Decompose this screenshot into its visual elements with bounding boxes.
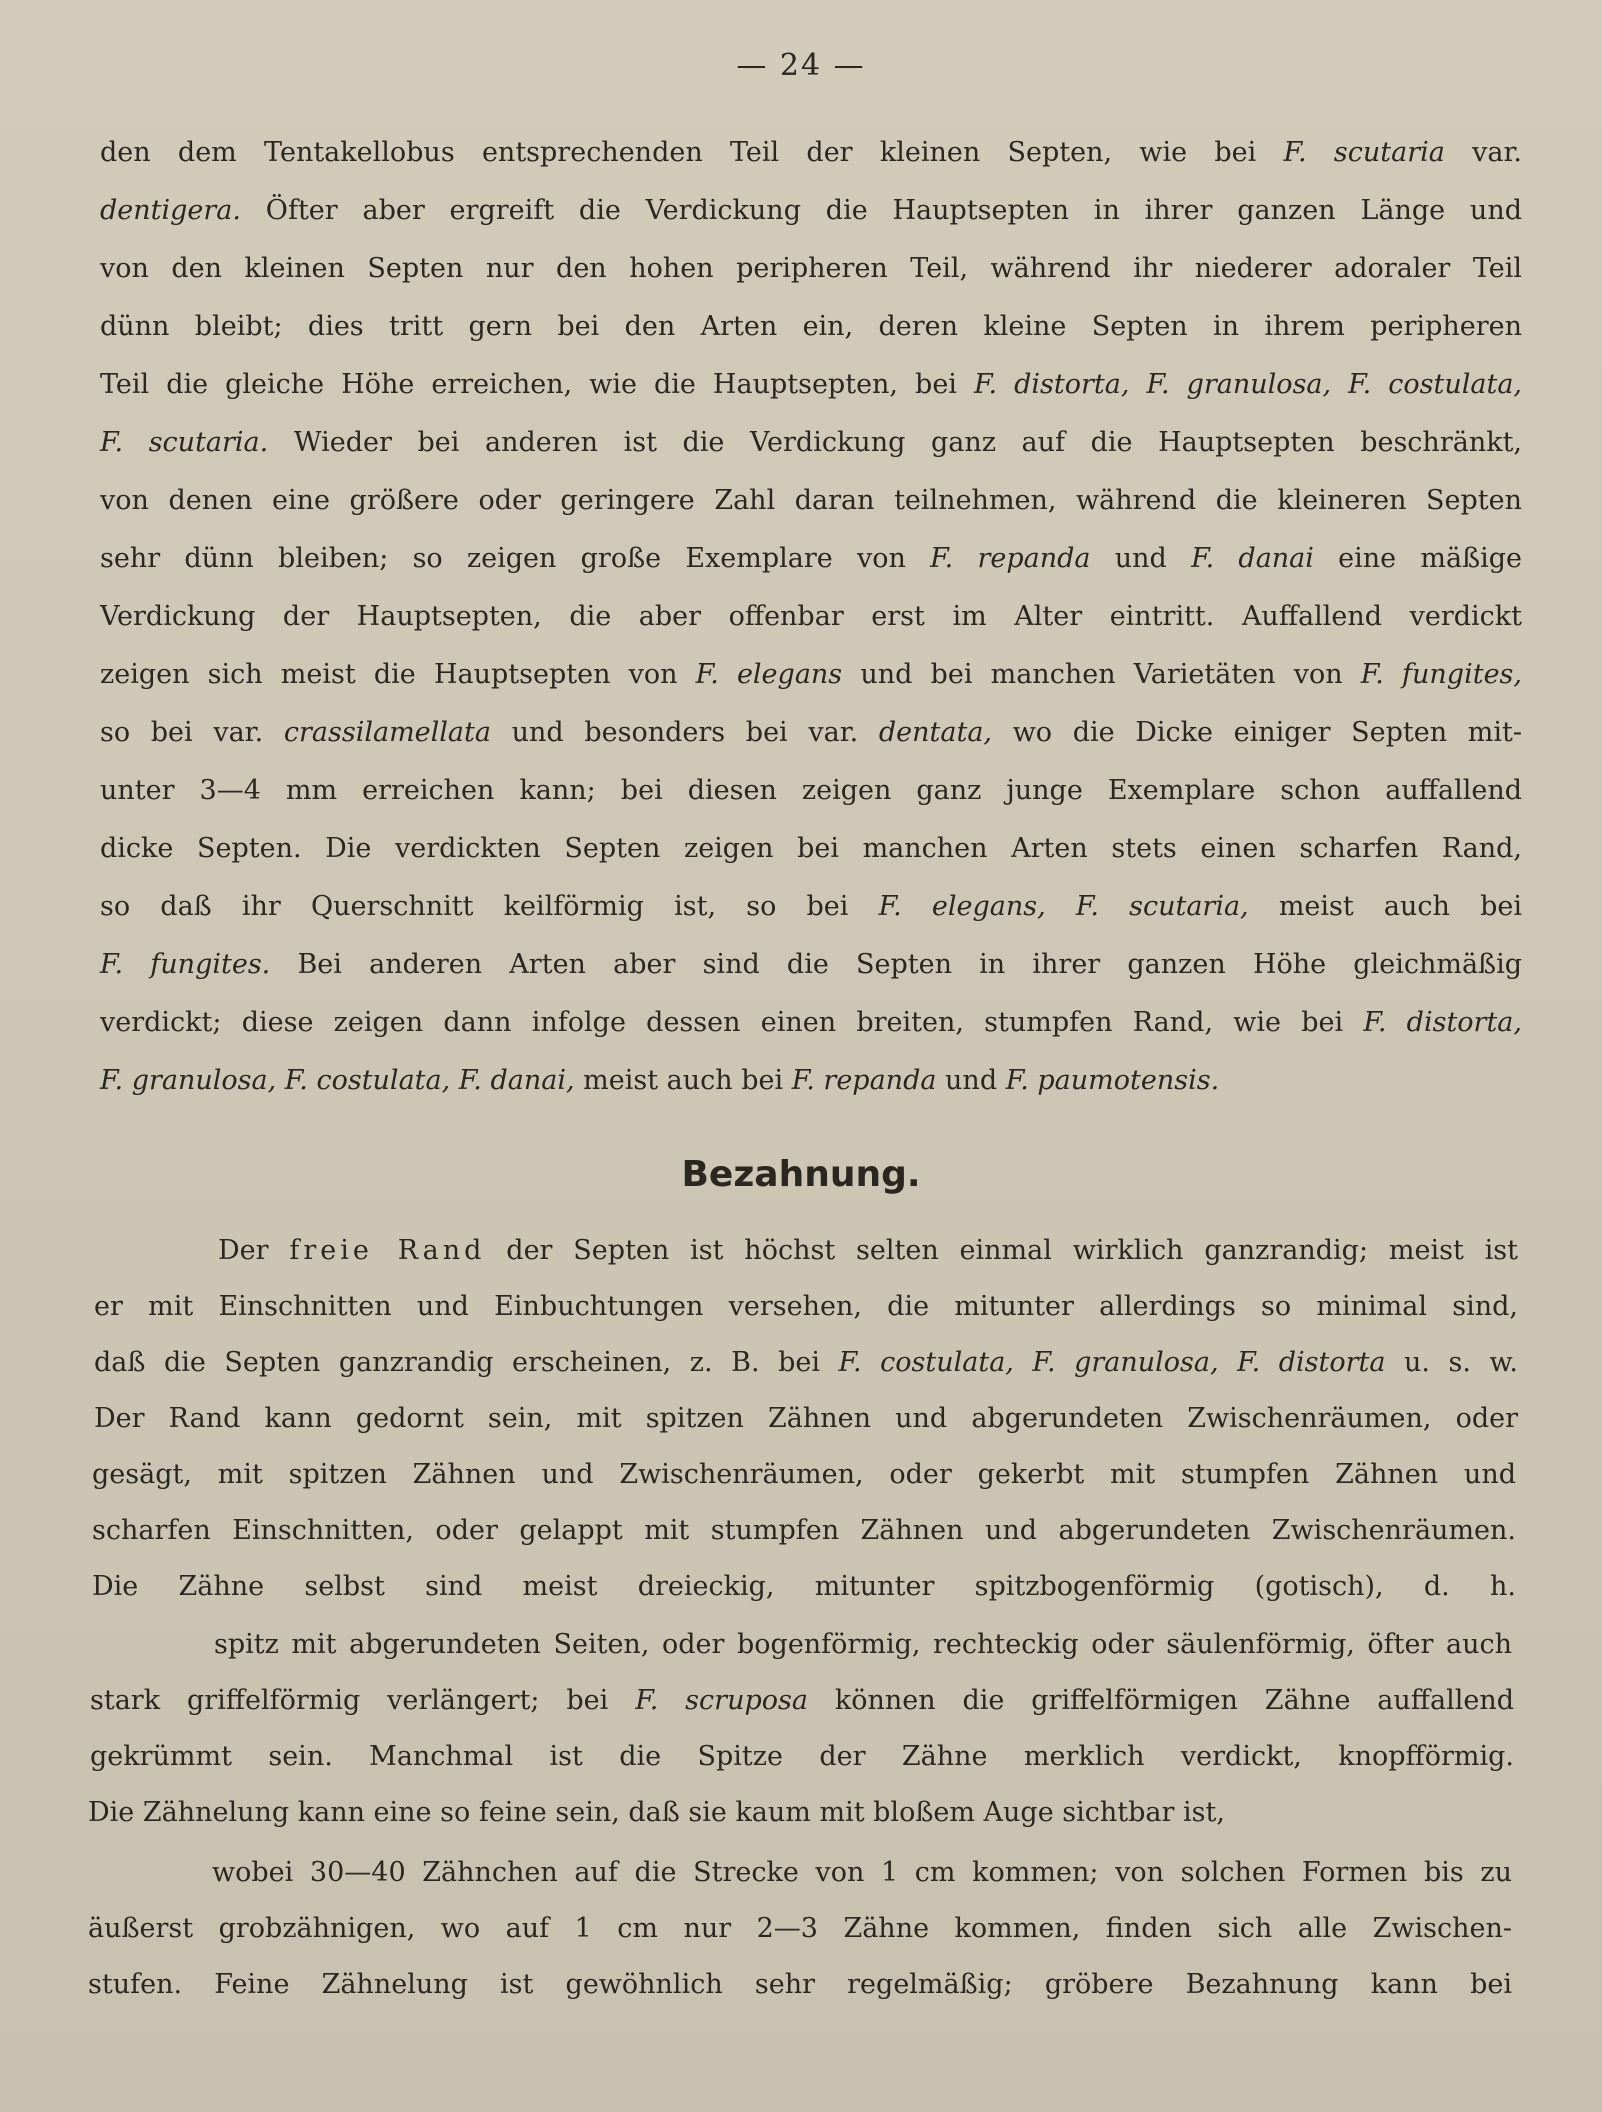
text-line [94,1346,1518,1380]
text-span: er mit Einschnitten und Einbuchtungen versehen, die mitunter allerdings so minimal sind, [94,1291,1518,1322]
species-name: F. fungites. [100,949,271,980]
text-span: von denen eine größere oder geringere Zahl daran teilnehmen, während die kleineren Septen [100,485,1522,516]
text-span: Bei anderen Arten aber sind die Septen in ihrer ganzen Höhe gleichmäßig [270,949,1523,980]
text-span: Teil die gleiche Höhe erreichen, wie die Hauptsepten, bei [100,369,974,400]
text-line [100,368,1522,402]
text-span: zeigen sich meist die Hauptsepten von [100,659,696,690]
text-span: so daß ihr Querschnitt keilförmig ist, so bei [100,891,879,922]
text-span: var. [1444,137,1522,168]
species-name: F. danai [1191,543,1314,574]
text-span: äußerst grobzähnigen, wo auf 1 cm nur 2—3 Zähne kommen, finden sich alle Zwischen- [88,1913,1512,1944]
text-span: eine mäßige [1313,543,1523,574]
text-span: unter 3—4 mm erreichen kann; bei diesen zeigen ganz junge Exemplare schon auffallend [100,775,1522,806]
text-line [94,1290,1518,1324]
text-span: und [936,1065,1006,1096]
text-span: Wieder bei anderen ist die Verdickung ganz auf die Hauptsepten beschränkt, [268,427,1523,458]
species-name: F. elegans [695,659,843,690]
text-line [90,1740,1514,1774]
text-line [92,1514,1516,1548]
text-span: gesägt, mit spitzen Zähnen und Zwischenräumen, oder gekerbt mit stumpfen Zähnen und [92,1459,1516,1490]
text-span: so bei var. [100,717,284,748]
text-line [100,194,1522,228]
text-span: und [1090,543,1192,574]
text-line [212,1856,1512,1890]
text-span: spitz mit abgerundeten Seiten, oder bogenförmig, rechteckig oder säulenförmig, öfter auch [214,1629,1512,1660]
text-line [100,426,1522,460]
text-line [100,600,1522,634]
species-name: F. elegans, F. scutaria, [878,891,1249,922]
text-span: daß die Septen ganzrandig erscheinen, z. B. bei [94,1347,839,1378]
text-line [100,1006,1522,1040]
text-span: stark griffelförmig verlängert; bei [90,1685,636,1716]
page-number: — 24 — [736,48,866,83]
text-line [218,1234,1518,1268]
text-span: Die Zähne selbst sind meist dreieckig, mitunter spitzbogenförmig (gotisch), d. h. [92,1571,1516,1602]
species-name: F. fungites, [1360,659,1522,690]
species-name: F. scruposa [635,1685,808,1716]
species-name: F. paumotensis. [1005,1065,1220,1096]
text-line [100,716,1522,750]
text-span: wo die Dicke einiger Septen mit- [992,717,1522,748]
text-span: sehr dünn bleiben; so zeigen große Exemplare von [100,543,931,574]
species-name: dentigera. [100,195,241,226]
text-span: Die Zähnelung kann eine so feine sein, daß sie kaum mit bloßem Auge sichtbar ist, [88,1797,1225,1828]
text-line [100,252,1522,286]
text-span: wobei 30—40 Zähnchen auf die Strecke von 1 cm kommen; von solchen Formen bis zu [212,1857,1512,1888]
text-line [100,136,1522,170]
text-span: meist auch bei [574,1065,792,1096]
text-span: Der Rand kann gedornt sein, mit spitzen Zähnen und abgerundeten Zwischenräumen, oder [94,1403,1518,1434]
text-line [88,1912,1512,1946]
text-span: gekrümmt sein. Manchmal ist die Spitze der Zähne merklich verdickt, knopfförmig. [90,1741,1514,1772]
text-line [100,1064,1430,1098]
text-line [92,1458,1516,1492]
text-span: und besonders bei var. [490,717,879,748]
text-line [88,1796,1388,1830]
species-name: dentata, [878,717,993,748]
text-line [100,948,1522,982]
species-name: F. distorta, [1363,1007,1522,1038]
text-line [100,832,1522,866]
text-span: u. s. w. [1385,1347,1518,1378]
text-span: und bei manchen Varietäten von [842,659,1361,690]
text-span: Der [218,1235,290,1266]
text-span: scharfen Einschnitten, oder gelappt mit stumpfen Zähnen und abgerundeten Zwischenräumen. [92,1515,1516,1546]
text-line [100,310,1522,344]
species-name: F. scutaria [1283,137,1445,168]
text-line [100,890,1522,924]
text-span: Öfter aber ergreift die Verdickung die Hauptsepten in ihrer ganzen Länge und [241,195,1522,226]
text-span: dünn bleibt; dies tritt gern bei den Arten ein, deren kleine Septen in ihrem peripheren [100,311,1522,342]
species-name: F. granulosa, F. costulata, F. danai, [100,1065,575,1096]
text-span: stufen. Feine Zähnelung ist gewöhnlich sehr regelmäßig; gröbere Bezahnung kann bei [88,1969,1512,2000]
section-heading: Bezahnung. [681,1154,921,1195]
text-line [94,1402,1518,1436]
text-line [100,542,1522,576]
species-name: F. repanda [791,1065,937,1096]
text-span: können die griffelförmigen Zähne auffallend [807,1685,1514,1716]
text-line [100,658,1522,692]
text-span: meist auch bei [1248,891,1522,922]
text-span: von den kleinen Septen nur den hohen peripheren Teil, während ihr niederer adoraler Teil [100,253,1522,284]
spaced-emphasis: freie Rand [289,1235,486,1266]
species-name: F. scutaria. [100,427,269,458]
species-name: F. distorta, F. granulosa, F. costulata, [973,369,1522,400]
text-line [100,484,1522,518]
text-line [214,1628,1512,1662]
text-span: Verdickung der Hauptsepten, die aber offenbar erst im Alter eintritt. Auffallend verdickt [100,601,1522,632]
text-span: der Septen ist höchst selten einmal wirklich ganzrandig; meist ist [485,1235,1519,1266]
text-span: den dem Tentakellobus entsprechenden Teil der kleinen Septen, wie bei [100,137,1284,168]
text-line [100,774,1522,808]
text-line [92,1570,1516,1604]
text-line [90,1684,1514,1718]
text-line [88,1968,1512,2002]
species-name: F. repanda [930,543,1091,574]
species-name: F. costulata, F. granulosa, F. distorta [838,1347,1386,1378]
text-span: verdickt; diese zeigen dann infolge dessen einen breiten, stumpfen Rand, wie bei [100,1007,1364,1038]
text-span: dicke Septen. Die verdickten Septen zeigen bei manchen Arten stets einen scharfen Rand, [100,833,1522,864]
species-name: crassilamellata [283,717,491,748]
